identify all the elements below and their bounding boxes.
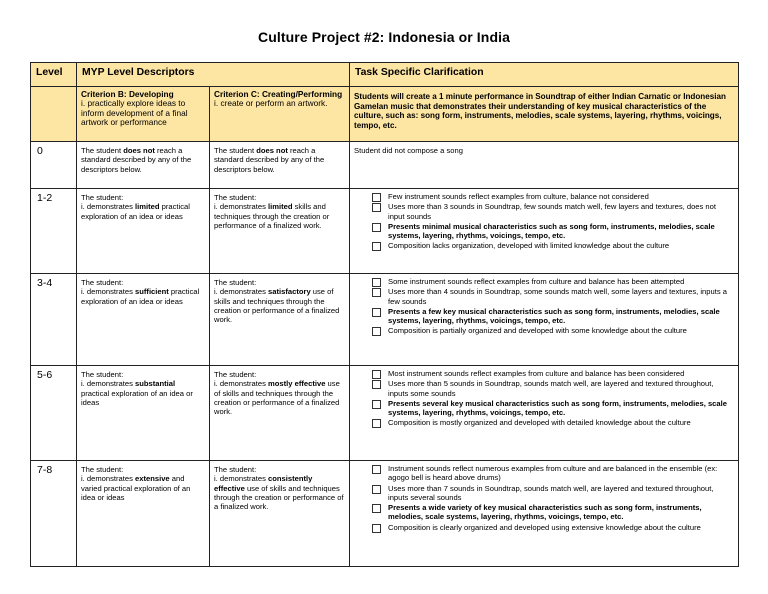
checkbox[interactable] bbox=[372, 465, 381, 474]
criteria-row bbox=[31, 87, 739, 142]
clarification-cell: Student did not compose a song bbox=[350, 142, 739, 189]
checklist-text: Composition is partially organized and developed with some knowledge about the culture bbox=[388, 326, 687, 336]
descriptor-text: reach a standard described by any of the descriptors below. bbox=[81, 146, 192, 174]
checklist-item bbox=[372, 418, 734, 427]
criterion-b-descriptor bbox=[77, 461, 210, 567]
myp-descriptors-header: MYP Level Descriptors bbox=[77, 63, 350, 87]
checklist-text: Instrument sounds reflect numerous examples from culture and are balanced in the ensemble (ex: agogo bell is heard above drums) bbox=[388, 464, 718, 483]
level-spacer-cell bbox=[31, 87, 77, 142]
checklist-item bbox=[372, 523, 734, 532]
descriptor-lead: The student: bbox=[214, 278, 257, 287]
checklist-text: Some instrument sounds reflect examples from culture and balance has been attempted bbox=[388, 277, 685, 286]
checkbox[interactable] bbox=[372, 193, 381, 202]
level-header: Level bbox=[31, 63, 77, 87]
rubric-row-level-1-2 bbox=[31, 189, 739, 274]
checkbox[interactable] bbox=[372, 242, 381, 251]
criterion-b-descriptor bbox=[77, 274, 210, 366]
checklist-item bbox=[372, 399, 734, 418]
checklist-item bbox=[372, 503, 734, 522]
checklist-text: Most instrument sounds reflect examples from culture and balance has been considered bbox=[388, 369, 685, 378]
clarification-cell bbox=[350, 189, 739, 274]
criterion-c-descriptor bbox=[210, 366, 350, 461]
checklist-text: Presents several key musical characteristics such as song form, instruments, melodies, scale systems, layering, rhythms, voicings, tempo, etc. bbox=[388, 398, 727, 418]
rubric-row-level-0 bbox=[31, 142, 739, 189]
criterion-c-descriptor bbox=[210, 189, 350, 274]
checklist-item bbox=[372, 379, 734, 398]
page-title: Culture Project #2: Indonesia or India bbox=[258, 29, 510, 45]
checklist-item bbox=[372, 222, 734, 241]
task-clarification-header: Task Specific Clarification bbox=[350, 63, 739, 87]
criterion-b-descriptor bbox=[77, 366, 210, 461]
descriptor-text: practical exploration of an idea or ideas bbox=[81, 287, 200, 306]
checklist-text: Composition is mostly organized and developed with detailed knowledge about the culture bbox=[388, 418, 691, 428]
checkbox[interactable] bbox=[372, 485, 381, 494]
clarification-checklist bbox=[372, 277, 734, 336]
descriptor-text: use of skills and techniques through the creation or performance of a finalized work. bbox=[214, 287, 340, 325]
descriptor-emphasis: does not bbox=[123, 146, 155, 155]
checklist-item bbox=[372, 464, 734, 483]
descriptor-text: practical exploration of an idea or ideas bbox=[81, 202, 190, 221]
checklist-text: Presents a few key musical characteristics such as song form, instruments, melodies, scale systems, layering, rhythms, voicings, tempo, etc. bbox=[388, 306, 720, 326]
header-row bbox=[31, 63, 739, 87]
descriptor-text: The student bbox=[81, 146, 124, 155]
descriptor-text: i. demonstrates bbox=[214, 202, 269, 212]
clarification-cell bbox=[350, 366, 739, 461]
descriptor-emphasis: satisfactory bbox=[268, 287, 311, 297]
checklist-text: Presents minimal musical characteristics such as song form, instruments, melodies, scale systems, layering, rhythms, voicings, tempo, etc. bbox=[388, 221, 715, 241]
level-cell: 5-6 bbox=[31, 366, 77, 461]
descriptor-emphasis: extensive bbox=[135, 474, 170, 484]
checkbox[interactable] bbox=[372, 308, 381, 317]
level-cell: 7-8 bbox=[31, 461, 77, 567]
checklist-item bbox=[372, 484, 734, 503]
criterion-c-title: Criterion C: Creating/Performing bbox=[214, 89, 343, 99]
descriptor-text: i. demonstrates bbox=[214, 287, 269, 297]
checkbox[interactable] bbox=[372, 370, 381, 379]
descriptor-text: i. demonstrates bbox=[81, 474, 136, 484]
descriptor-lead: The student: bbox=[214, 193, 257, 202]
descriptor-text: i. demonstrates bbox=[81, 287, 136, 297]
descriptor-text: use of skills and techniques through the creation or performance of a finalized work. bbox=[214, 379, 340, 417]
checklist-text: Few instrument sounds reflect examples from culture, balance not considered bbox=[388, 192, 649, 201]
descriptor-lead: The student: bbox=[214, 465, 257, 474]
descriptor-lead: The student: bbox=[81, 370, 124, 379]
rubric-row-level-3-4 bbox=[31, 274, 739, 366]
descriptor-text: i. demonstrates bbox=[214, 379, 269, 389]
checklist-text: Uses more than 3 sounds in Soundtrap, few sounds match well, few layers and textures, does not input sounds bbox=[388, 202, 716, 221]
criterion-c-descriptor bbox=[210, 461, 350, 567]
descriptor-emphasis: consistently effective bbox=[214, 474, 313, 493]
checkbox[interactable] bbox=[372, 223, 381, 232]
checklist-item bbox=[372, 192, 734, 201]
descriptor-emphasis: limited bbox=[135, 202, 160, 212]
descriptor-text: use of skills and techniques through the creation or performance of a finalized work. bbox=[214, 483, 344, 512]
clarification-cell bbox=[350, 461, 739, 567]
rubric-table bbox=[30, 62, 739, 567]
criterion-b-title: Criterion B: Developing bbox=[81, 89, 174, 99]
checkbox[interactable] bbox=[372, 327, 381, 336]
criterion-b-descriptor bbox=[77, 189, 210, 274]
clarification-cell bbox=[350, 274, 739, 366]
checklist-item bbox=[372, 202, 734, 221]
descriptor-lead: The student: bbox=[81, 193, 124, 202]
clarification-checklist bbox=[372, 192, 734, 251]
checkbox[interactable] bbox=[372, 504, 381, 513]
level-cell: 3-4 bbox=[31, 274, 77, 366]
criterion-c-descriptor bbox=[210, 142, 350, 189]
descriptor-emphasis: limited bbox=[268, 202, 293, 212]
rubric-row-level-7-8 bbox=[31, 461, 739, 567]
checklist-text: Uses more than 7 sounds in Soundtrap, sounds match well, are layered and textured throughout, inputs several sounds bbox=[388, 483, 714, 502]
criterion-c-cell bbox=[210, 87, 350, 142]
descriptor-emphasis: sufficient bbox=[135, 287, 169, 297]
checklist-text: Composition is clearly organized and developed using extensive knowledge about the culture bbox=[388, 522, 701, 532]
descriptor-lead: The student: bbox=[81, 278, 124, 287]
checklist-item bbox=[372, 241, 734, 250]
checkbox[interactable] bbox=[372, 524, 381, 533]
criterion-c-desc: i. create or perform an artwork. bbox=[214, 98, 328, 109]
level-cell: 1-2 bbox=[31, 189, 77, 274]
rubric-row-level-5-6 bbox=[31, 366, 739, 461]
checklist-text: Uses more than 4 sounds in Soundtrap, some sounds match well, some layers and textures, inputs a few sounds bbox=[388, 287, 727, 306]
checkbox[interactable] bbox=[372, 400, 381, 409]
descriptor-emphasis: substantial bbox=[135, 379, 176, 389]
task-description-cell: Students will create a 1 minute performance in Soundtrap of either Indian Carnatic or Indonesian Gamelan music that demonstrates their understanding of key musical characteristics of the culture, such as: song form, instruments, melodies, scale systems, layering, rhythms, voicings, tempo, etc. bbox=[350, 87, 739, 142]
criterion-c-descriptor bbox=[210, 274, 350, 366]
criterion-b-descriptor bbox=[77, 142, 210, 189]
descriptor-text: reach a standard described by any of the descriptors below. bbox=[214, 146, 325, 174]
descriptor-text: i. demonstrates bbox=[81, 379, 136, 389]
checkbox[interactable] bbox=[372, 203, 381, 212]
descriptor-text: i. demonstrates bbox=[214, 474, 269, 484]
descriptor-emphasis: does not bbox=[256, 146, 288, 155]
descriptor-lead: The student: bbox=[81, 465, 124, 474]
checklist-item bbox=[372, 326, 734, 335]
descriptor-text: practical exploration of an idea or ideas bbox=[81, 388, 193, 407]
criterion-b-cell bbox=[77, 87, 210, 142]
checkbox[interactable] bbox=[372, 278, 381, 287]
level-cell: 0 bbox=[31, 142, 77, 189]
checkbox[interactable] bbox=[372, 380, 381, 389]
checklist-item bbox=[372, 277, 734, 286]
clarification-checklist bbox=[372, 369, 734, 428]
descriptor-text: skills and techniques through the creation or performance of a finalized work. bbox=[214, 202, 330, 230]
descriptor-text: The student bbox=[214, 146, 257, 155]
checklist-text: Presents a wide variety of key musical characteristics such as song form, instruments, melodies, scale systems, layering, rhythms, voicings, tempo, etc. bbox=[388, 503, 702, 522]
clarification-checklist bbox=[372, 464, 734, 532]
descriptor-text: and varied practical exploration of an idea or ideas bbox=[81, 474, 191, 502]
descriptor-text: i. demonstrates bbox=[81, 202, 136, 212]
checkbox[interactable] bbox=[372, 288, 381, 297]
checklist-item bbox=[372, 307, 734, 326]
descriptor-lead: The student: bbox=[214, 370, 257, 379]
checkbox[interactable] bbox=[372, 419, 381, 428]
descriptor-emphasis: mostly effective bbox=[268, 379, 326, 389]
checklist-text: Composition lacks organization, developed with limited knowledge about the culture bbox=[388, 241, 670, 251]
checklist-item bbox=[372, 287, 734, 306]
checklist-item bbox=[372, 369, 734, 378]
criterion-b-desc: i. practically explore ideas to inform development of a final artwork or performance bbox=[81, 98, 188, 128]
rubric-rows bbox=[31, 142, 739, 567]
checklist-text: Uses more than 5 sounds in Soundtrap, sounds match well, are layered and textured throughout, inputs some sounds bbox=[388, 379, 714, 398]
